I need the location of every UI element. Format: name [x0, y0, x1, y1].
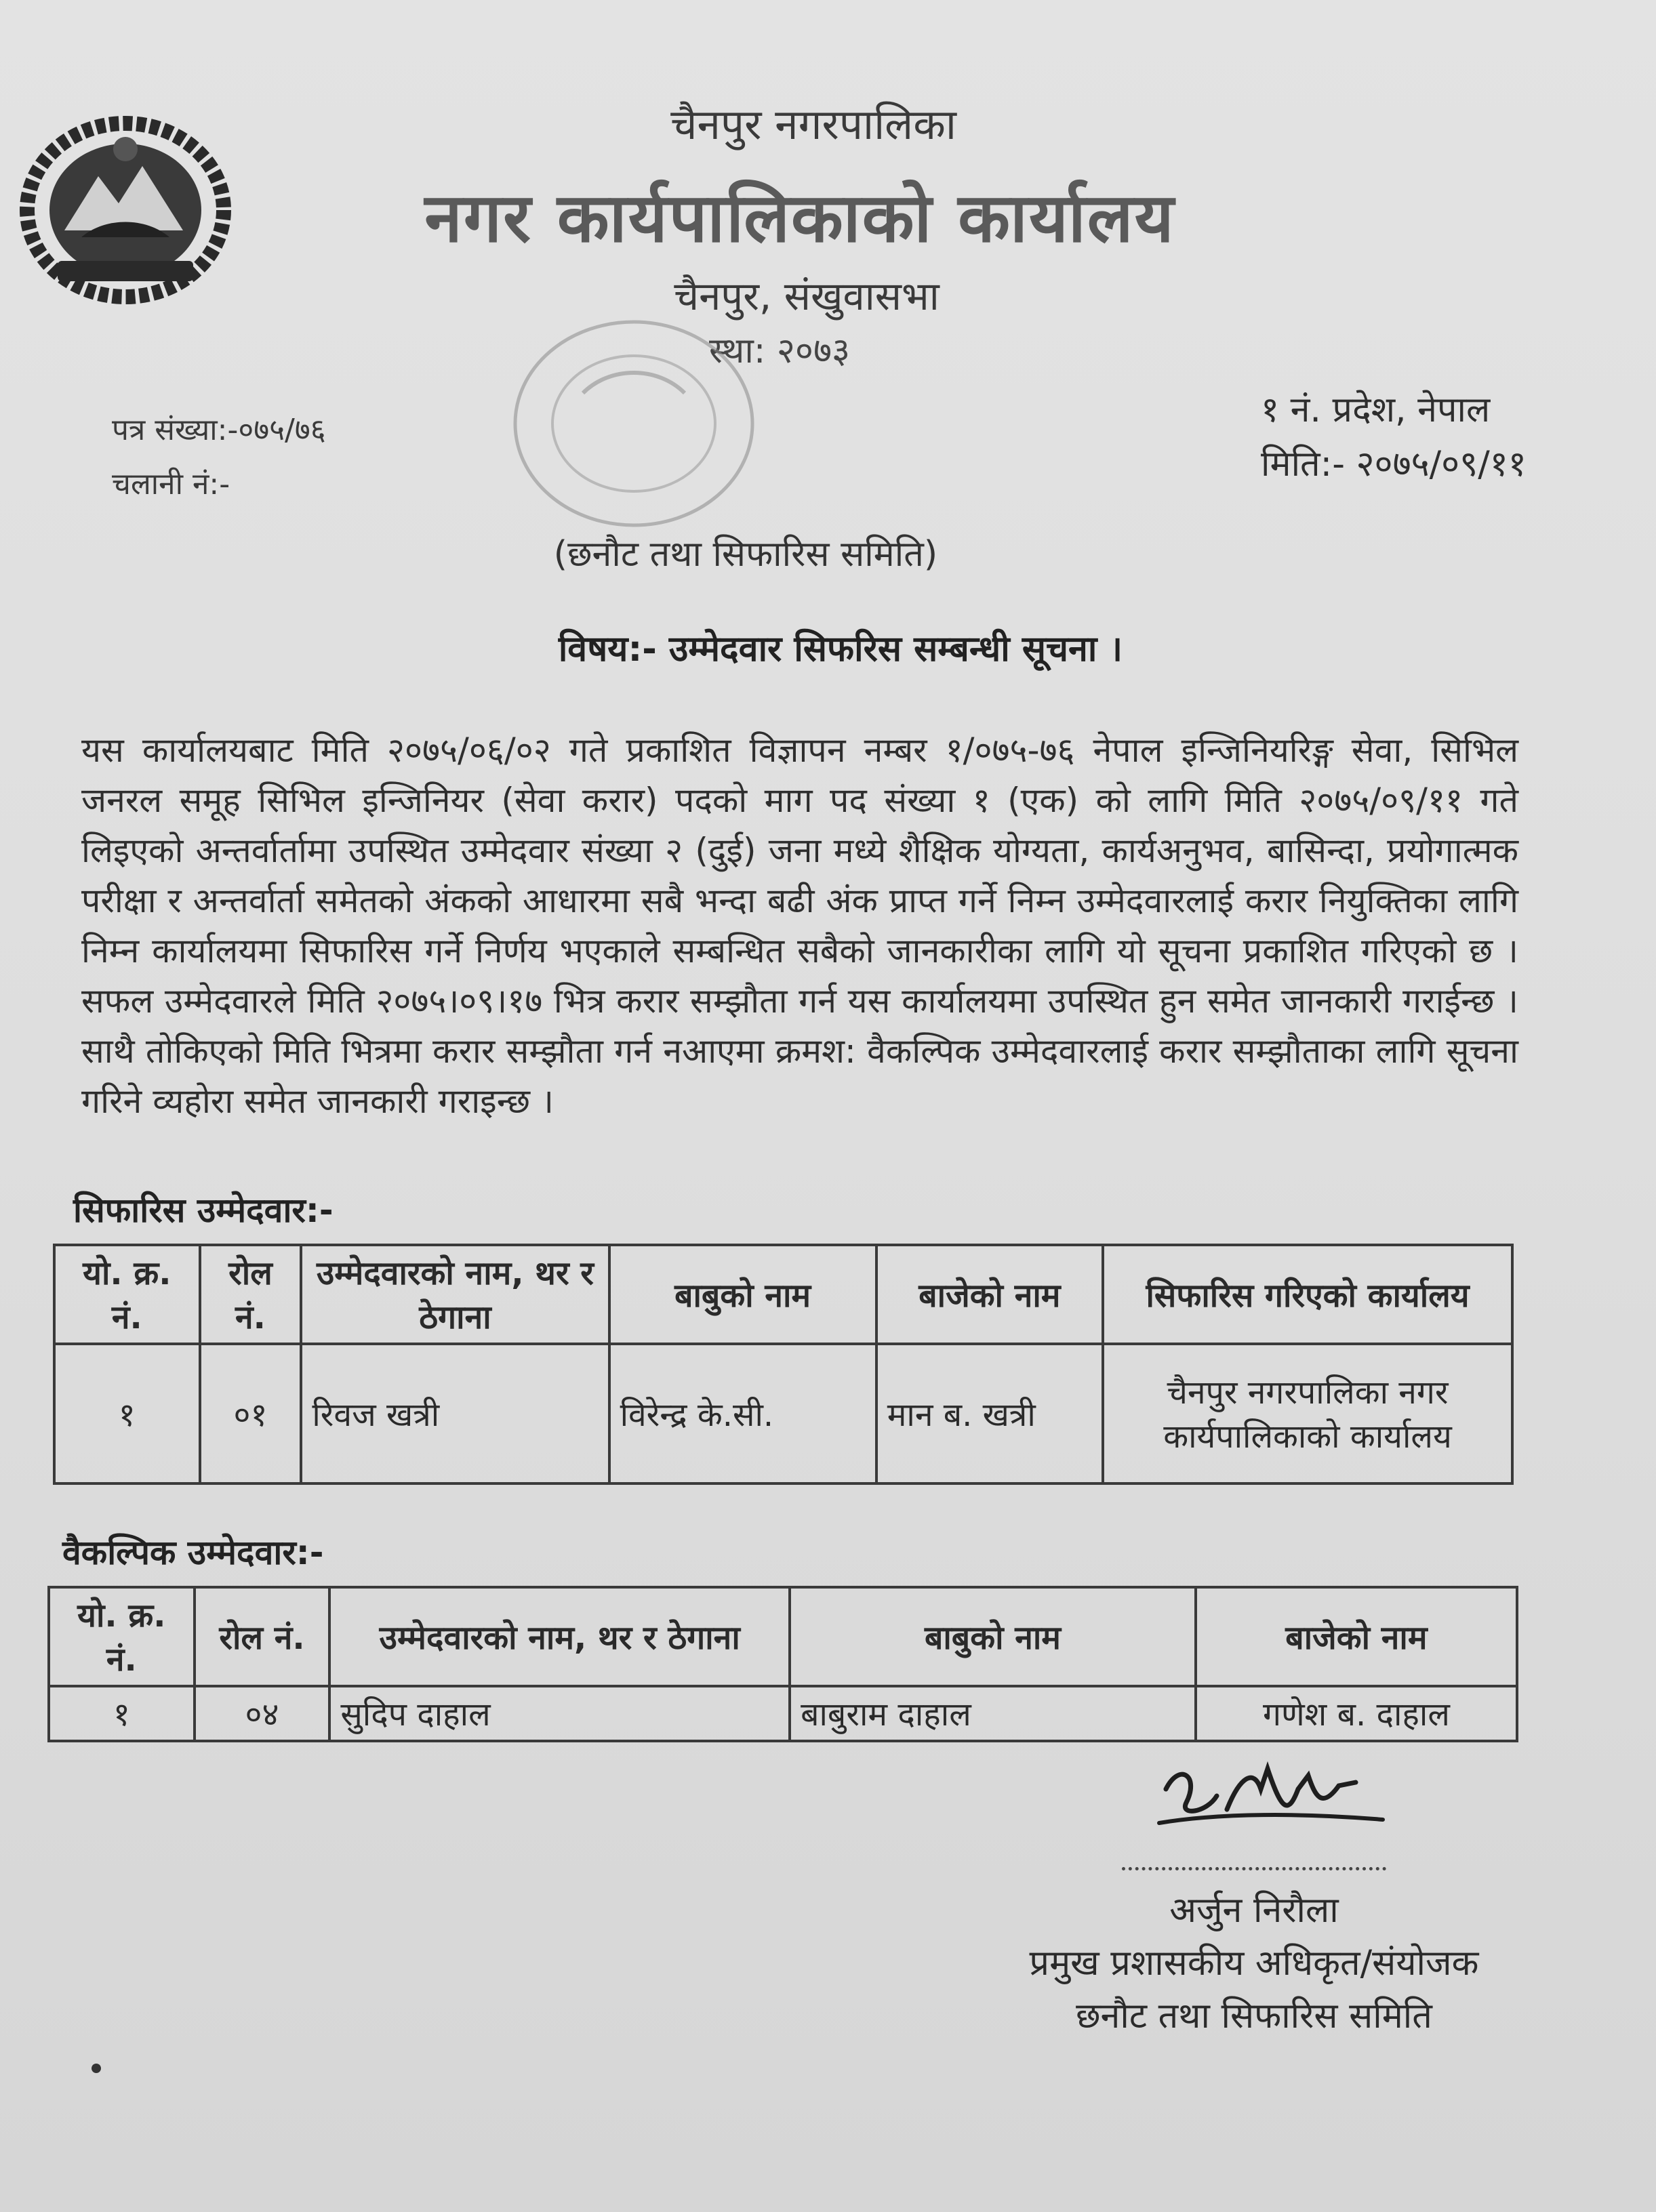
nepal-emblem-icon — [17, 102, 234, 305]
col-office: सिफारिस गरिएको कार्यालय — [1103, 1245, 1512, 1344]
reference-left — [112, 403, 326, 512]
signatory-name: अर्जुन निरौला — [1169, 1890, 1339, 1931]
col-candidate: उम्मेदवारको नाम, थर र ठेगाना — [329, 1587, 790, 1686]
table-row — [49, 1686, 1517, 1741]
cell-candidate: रिवज खत्री — [301, 1344, 609, 1483]
col-grandfather: बाजेको नाम — [1196, 1587, 1517, 1686]
cell-office: चैनपुर नगरपालिका नगर कार्यपालिकाको कार्यालय — [1103, 1344, 1512, 1483]
cell-roll: ०१ — [200, 1344, 302, 1483]
office-name: नगर कार्यपालिकाको कार्यालय — [424, 178, 1175, 258]
province: १ नं. प्रदेश, नेपाल — [1261, 390, 1491, 430]
signature-line — [1122, 1867, 1386, 1870]
cell-grandfather: मान ब. खत्री — [876, 1344, 1103, 1483]
table-header-row — [49, 1587, 1517, 1686]
signature-icon — [1152, 1748, 1396, 1843]
cell-serial: १ — [54, 1344, 200, 1483]
committee-name: (छनौट तथा सिफारिस समिति) — [553, 534, 938, 575]
reference-right — [1261, 383, 1527, 491]
dispatch-number: चलानी नं:- — [112, 467, 230, 501]
col-serial: यो. क्र. नं. — [49, 1587, 195, 1686]
col-grandfather: बाजेको नाम — [876, 1245, 1103, 1344]
table-row — [54, 1344, 1512, 1483]
ink-dot — [92, 2064, 101, 2073]
alternate-title: वैकल्पिक उम्मेदवार:- — [62, 1533, 324, 1572]
col-serial: यो. क्र. नं. — [54, 1245, 200, 1344]
cell-serial: १ — [49, 1686, 195, 1741]
office-stamp-icon — [502, 312, 766, 535]
letter-date: मिति:- २०७५/०९/११ — [1261, 444, 1527, 485]
col-candidate: उम्मेदवारको नाम, थर र ठेगाना — [301, 1245, 609, 1344]
office-address: चैनपुर, संखुवासभा — [674, 273, 940, 319]
table-header-row — [54, 1245, 1512, 1344]
cell-candidate: सुदिप दाहाल — [329, 1686, 790, 1741]
letter-number: पत्र संख्या:-०७५/७६ — [112, 413, 326, 447]
cell-father: विरेन्द्र के.सी. — [609, 1344, 876, 1483]
signatory-block — [1017, 1884, 1491, 2043]
col-roll: रोल नं. — [200, 1245, 302, 1344]
col-roll: रोल नं. — [195, 1587, 330, 1686]
col-father: बाबुको नाम — [609, 1245, 876, 1344]
col-father: बाबुको नाम — [790, 1587, 1196, 1686]
alternate-table — [47, 1586, 1518, 1742]
signatory-committee: छनौट तथा सिफारिस समिति — [1076, 1996, 1432, 2036]
subject-line: विषय:- उम्मेदवार सिफरिस सम्बन्धी सूचना । — [558, 629, 1123, 670]
cell-roll: ०४ — [195, 1686, 330, 1741]
recommended-table — [53, 1244, 1514, 1485]
established-year: स्था: २०७३ — [708, 331, 851, 371]
cell-father: बाबुराम दाहाल — [790, 1686, 1196, 1741]
recommended-title: सिफारिस उम्मेदवार:- — [73, 1191, 334, 1230]
municipality-name: चैनपुर नगरपालिका — [670, 100, 956, 149]
notice-body: यस कार्यालयबाट मिति २०७५/०६/०२ गते प्रकाशित विज्ञापन नम्बर १/०७५-७६ नेपाल इन्जिनियरिङ्ग सेवा, सिभिल जनरल समूह सिभिल इन्जिनियर (सेवा करार) पदको माग पद संख्या १ (एक) को लागि मिति २०७५/०९/११ गते लिइएको अन्तर्वार्तामा उपस्थित उम्मेदवार संख्या २ (दुई) जना मध्ये शैक्षिक योग्यता, कार्यअनुभव, बासिन्दा, प्रयोगात्मक परीक्षा र अन्तर्वार्ता समेतको अंकको आधारमा सबै भन्दा बढी अंक प्राप्त गर्ने निम्न उम्मेदवारलाई करार नियुक्तिका लागि निम्न कार्यालयमा सिफारिस गर्ने निर्णय भएकाले सम्बन्धित सबैको जानकारीका लागि यो सूचना प्रकाशित गरिएको छ । सफल उम्मेदवारले मिति २०७५।०९।१७ भित्र करार सम्झौता गर्न यस कार्यालयमा उपस्थित हुन समेत जानकारी गराईन्छ । साथै तोकिएको मिति भित्रमा करार सम्झौता गर्न नआएमा क्रमश: वैकल्पिक उम्मेदवारलाई करार सम्झौताका लागि सूचना गरिने व्यहोरा समेत जानकारी गराइन्छ । — [81, 731, 1518, 1121]
signatory-designation: प्रमुख प्रशासकीय अधिकृत/संयोजक — [1029, 1943, 1479, 1984]
cell-grandfather: गणेश ब. दाहाल — [1196, 1686, 1517, 1741]
